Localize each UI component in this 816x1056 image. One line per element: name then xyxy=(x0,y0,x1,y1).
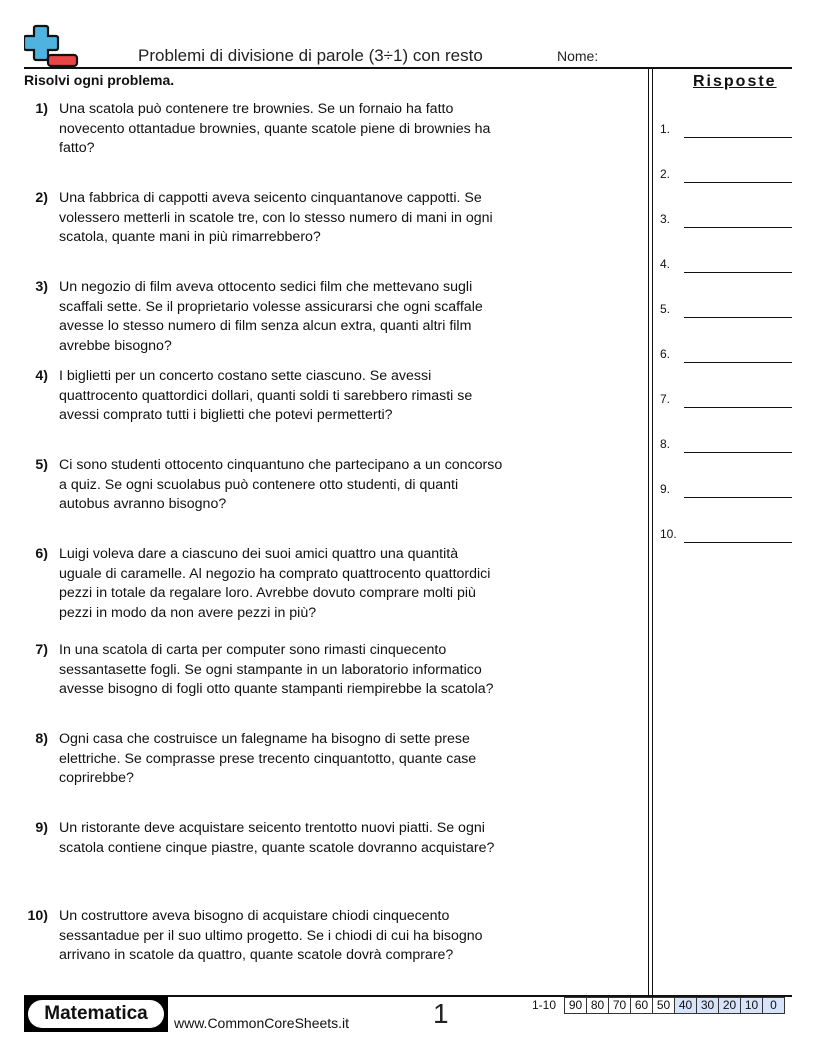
site-url: www.CommonCoreSheets.it xyxy=(174,1015,350,1031)
problem-9 xyxy=(24,819,504,858)
answer-line[interactable] xyxy=(684,272,792,273)
problem-text: Una fabbrica di cappotti aveva seicento cinquantanove cappotti. Se volessero metterli in scatole tre, con lo stesso numero di mani in ogni scatola, quante mani in più rimarrebbero? xyxy=(59,190,493,245)
worksheet-title: Problemi di divisione di parole (3÷1) con resto xyxy=(138,46,483,65)
answer-field-4[interactable] xyxy=(660,257,792,273)
score-cell: 90 xyxy=(564,997,587,1014)
answer-line[interactable] xyxy=(684,452,792,453)
problem-10 xyxy=(24,907,504,966)
problem-text: Un costruttore aveva bisogno di acquistare chiodi cinquecento sessantadue per il suo ultimo progetto. Se i chiodi di cui ha bisogno arrivano in scatole da quattro, quante scatole dovrà comprare? xyxy=(59,908,483,963)
problem-number: 5) xyxy=(35,457,48,473)
problem-number: 10) xyxy=(27,908,48,924)
answer-line[interactable] xyxy=(684,227,792,228)
problem-number: 8) xyxy=(35,731,48,747)
problem-number: 3) xyxy=(35,279,48,295)
problem-1 xyxy=(24,100,504,159)
answer-field-1[interactable] xyxy=(660,122,792,138)
answer-column-divider xyxy=(648,68,653,996)
score-table xyxy=(532,997,785,1014)
problem-4 xyxy=(24,367,504,426)
answer-label: 10. xyxy=(660,527,677,541)
answer-field-6[interactable] xyxy=(660,347,792,363)
problem-number: 6) xyxy=(35,546,48,562)
answer-field-3[interactable] xyxy=(660,212,792,228)
page-number: 1 xyxy=(433,998,449,1029)
problem-6 xyxy=(24,545,504,623)
answer-line[interactable] xyxy=(684,317,792,318)
answer-label: 1. xyxy=(660,122,671,136)
problem-number: 9) xyxy=(35,820,48,836)
problem-number: 7) xyxy=(35,642,48,658)
problem-7 xyxy=(24,641,504,700)
score-cell: 80 xyxy=(586,997,609,1014)
problem-2 xyxy=(24,189,504,248)
problem-text: In una scatola di carta per computer sono rimasti cinquecento sessantasette fogli. Se ogni stampante in un laboratorio informatico avesse bisogno di fogli otto quante stampanti riempirebbe la scatola? xyxy=(59,642,494,697)
answer-label: 9. xyxy=(660,482,671,496)
score-cell: 30 xyxy=(696,997,719,1014)
score-range-label: 1-10 xyxy=(532,998,557,1012)
score-cell: 70 xyxy=(608,997,631,1014)
plus-minus-icon xyxy=(24,24,80,68)
answer-line[interactable] xyxy=(684,407,792,408)
problem-text: I biglietti per un concerto costano sette ciascuno. Se avessi quattrocento quattordici dollari, quanti soldi ti sarebbero rimasti se avessi comprato tutti i biglietti che potevi permetterti? xyxy=(59,368,473,423)
problem-text: Una scatola può contenere tre brownies. Se un fornaio ha fatto novecento ottantadue brownies, quante scatole piene di brownies ha fatto? xyxy=(59,101,491,156)
answer-line[interactable] xyxy=(684,137,792,138)
answer-label: 6. xyxy=(660,347,671,361)
answers-title: Risposte xyxy=(693,73,777,90)
answer-field-2[interactable] xyxy=(660,167,792,183)
answer-label: 3. xyxy=(660,212,671,226)
answer-line[interactable] xyxy=(684,182,792,183)
name-label: Nome: xyxy=(557,48,599,64)
problem-8 xyxy=(24,730,504,789)
answer-field-10[interactable] xyxy=(660,527,792,543)
instructions: Risolvi ogni problema. xyxy=(24,72,175,88)
score-cell: 40 xyxy=(674,997,697,1014)
answer-field-5[interactable] xyxy=(660,302,792,318)
problem-number: 2) xyxy=(35,190,48,206)
answer-label: 5. xyxy=(660,302,671,316)
score-cell: 50 xyxy=(652,997,675,1014)
problem-text: Un ristorante deve acquistare seicento trentotto nuovi piatti. Se ogni scatola contiene cinque piastre, quante scatole dovranno acquistare? xyxy=(59,820,495,856)
answer-line[interactable] xyxy=(684,497,792,498)
score-cell: 10 xyxy=(740,997,763,1014)
answer-field-8[interactable] xyxy=(660,437,792,453)
answer-line[interactable] xyxy=(684,542,792,543)
brand-label: Matematica xyxy=(28,1000,164,1028)
problem-number: 1) xyxy=(35,101,48,117)
problem-number: 4) xyxy=(35,368,48,384)
answer-label: 8. xyxy=(660,437,671,451)
header-divider xyxy=(24,67,792,69)
problem-text: Un negozio di film aveva ottocento sedici film che mettevano sugli scaffali sette. Se il proprietario volesse assicurarsi che ogni scaffale avesse lo stesso numero di film senza alcun extra, quanti altri film avrebbe bisogno? xyxy=(59,279,483,354)
problem-3 xyxy=(24,278,504,356)
problem-5 xyxy=(24,456,504,515)
score-cell: 60 xyxy=(630,997,653,1014)
score-cell: 0 xyxy=(762,997,785,1014)
answer-label: 2. xyxy=(660,167,671,181)
answer-line[interactable] xyxy=(684,362,792,363)
answer-field-9[interactable] xyxy=(660,482,792,498)
brand-badge xyxy=(24,996,168,1032)
problem-text: Ci sono studenti ottocento cinquantuno che partecipano a un concorso a quiz. Se ogni scuolabus può contenere otto studenti, di quanti autobus avranno bisogno? xyxy=(59,457,503,512)
score-cell: 20 xyxy=(718,997,741,1014)
problem-text: Luigi voleva dare a ciascuno dei suoi amici quattro una quantità uguale di caramelle. Al negozio ha comprato quattrocento quattordici pezzi in totale da regalare loro. Avrebbe dovuto comprare molti più pezzi in modo da non avere pezzi in più? xyxy=(59,546,491,621)
problem-text: Ogni casa che costruisce un falegname ha bisogno di sette prese elettriche. Se comprasse prese trecento cinquantotto, quante case coprirebbe? xyxy=(59,731,477,786)
answer-label: 7. xyxy=(660,392,671,406)
answer-label: 4. xyxy=(660,257,671,271)
answer-field-7[interactable] xyxy=(660,392,792,408)
